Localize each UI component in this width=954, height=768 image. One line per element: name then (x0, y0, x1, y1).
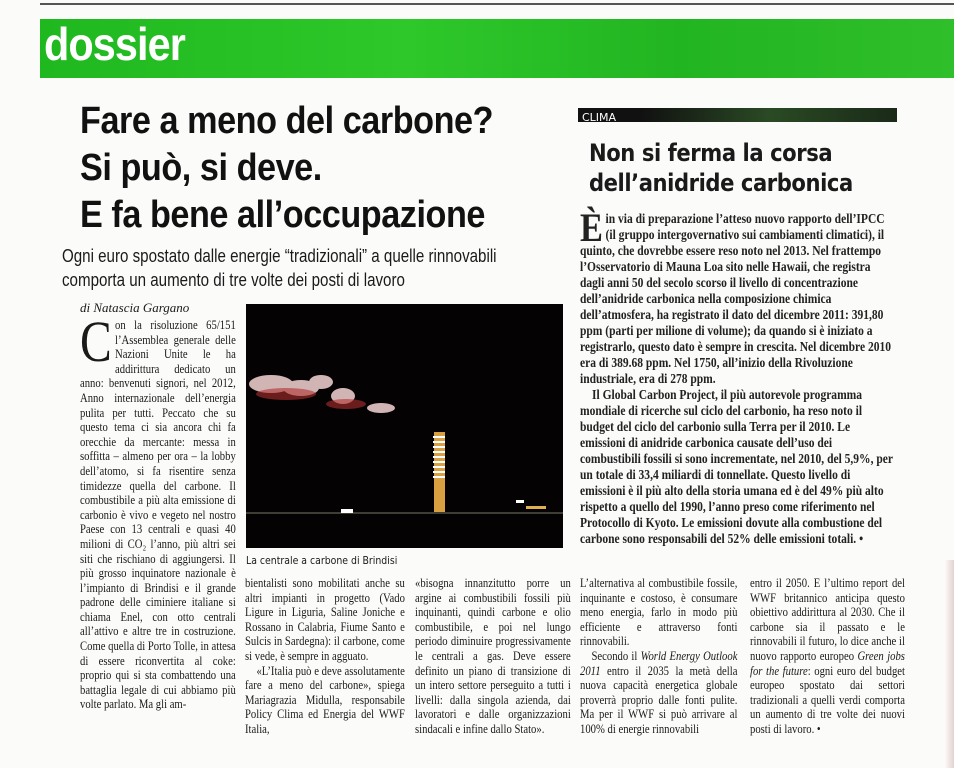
report-title: Green jobs for the future (750, 647, 905, 678)
headline-line: Fare a meno del carbone? (80, 100, 494, 142)
section-title: dossier (44, 18, 185, 70)
article-column-1 (80, 309, 236, 712)
headline-line: Si può, si deve. (80, 147, 322, 189)
sidebar-kicker (578, 108, 897, 122)
drop-cap: È (580, 205, 603, 250)
text: Secondo il (591, 647, 641, 663)
sidebar-title-line: Non si ferma la corsa (589, 139, 833, 167)
page-edge (944, 560, 954, 768)
byline: di Natascia Gargano (80, 300, 190, 315)
sidebar-title-line: dell’anidride carbonica (589, 169, 853, 197)
article-paragraph: bientalisti sono mobilitati anche su altri impianti in progetto (Vado Ligure in Liguria, Saline Joniche e Rossano in Calabria, Fiume Santo e Sulcis in Sardegna): il carbone, come si vede, è sempre in agguato. (245, 575, 405, 663)
text: : ogni euro del budget europeo spostato dai settori tradizionali a quelli verdi comporta un aumento di tre volte dei nuovi posti di lavoro. • (750, 662, 905, 736)
article-column-5 (750, 576, 905, 737)
headline (80, 98, 493, 239)
article-column-4 (580, 576, 737, 737)
drop-cap: C (80, 309, 112, 374)
article-paragraph: «L’Italia può e deve assolutamente fare a meno del carbone», spiega Mariagrazia Midulla, responsabile Policy Clima ed Energia del WWF Italia, (245, 662, 405, 736)
sidebar-paragraph: in via di preparazione l’atteso nuovo rapporto dell’IPCC (il gruppo intergovernativo sui cambiamenti climatici), il quinto, che dovrebbe essere reso noto nel 2013. Nel frattempo l’Osservatorio di Mauna Loa sito nelle Hawaii, che registra dagli anni 50 del secolo scorso il livello di concentrazione dell’anidride carbonica nella composizione chimica dell’atmosfera, ha registrato il dato del dicembre 2011: 391,80 ppm (parti per milione di volume); da quando si è iniziato a registrarlo, questo dato è sempre in crescita. Nel dicembre 2010 era di 389.68 ppm. Nel 1750, all’inizio della Rivoluzione industriale, era di 278 ppm. (580, 211, 891, 386)
sidebar-paragraph: Il Global Carbon Project, il più autorevole programma mondiale di ricerche sul ciclo del carbonio, ha reso noto il budget del ciclo del carbonio sulla Terra per il 2010. Le emissioni di anidride carbonica causate dell’uso dei combustibili fossili si sono incrementate, nel 2010, del 5,9%, per un totale di 33,4 miliardi di tonnellate. Questo livello di emissioni è il più alto della storia umana ed è del 49% più alto rispetto a quello del 1990, l’anno preso come riferimento nel Protocollo di Kyoto. Le emissioni dovute alla combustione del carbone sono responsabili del 52% delle emissioni totali. • (580, 387, 893, 546)
article-paragraph (580, 649, 737, 737)
top-rule (40, 3, 954, 5)
sidebar-title (589, 138, 853, 198)
article-paragraph: L’alternativa al combustibile fossile, inquinante e costoso, è consumare meno energia, farlo in modo più efficiente e attraverso fonti rinnovabili. (580, 575, 738, 649)
standfirst: Ogni euro spostato dalle energie “tradizionali” a quelle rinnovabili comporta un aumento di tre volte dei posti di lavoro (62, 246, 497, 290)
power-plant-image (246, 304, 563, 548)
article-paragraph: «bisogna innanzitutto porre un argine ai combustibili fossili più inquinanti, quindi carbone e olio combustibile, e poi nel lungo periodo diminuire progressivamente le centrali a gas. Deve essere definito un piano di transizione di un intero settore perseguito a tutti i livelli: dalla singola azienda, dai lavoratori e dalle organizzazioni sindacali e infine dallo Stato». (415, 575, 571, 736)
text: entro il 2035 la metà della nuova capacità energetica globale proverrà proprio dalle fonti pulite. Ma per il WWF si può arrivare al 100% di energie rinnovabili (580, 662, 738, 736)
article-text: on la risoluzione 65/151 l’Assemblea generale delle Nazioni Unite le ha addirittura dedicato un anno: benvenuti signori, nel 2012, Anno internazionale dell’energia pulita per tutti. Peccato che su questo tema ci sia ancora chi fa orecchie da mercante: messa in soffitta – almeno per ora – la lobby dell’atomo, si fa risentire senza timidezze quella del carbone. Il combustibile a più alta emissione di carbonio è vivo e vegeto nel nostro Paese con 13 centrali e quasi 40 milioni di CO₂ l’anno, più altri sei siti che rischiano di aggiungersi. Il più grosso inquinatore nazionale è l’impianto di Brindisi e il grande padrone delle ciminiere italiane si chiama Enel, con otto centrali all’attivo e altre tre in costruzione. Come quella di Porto Tolle, in attesa di essere riconvertita al coke: proprio qui si sta combattendo una battaglia legale di cui abbiamo più volte parlato. Ma gli am- (80, 317, 236, 712)
report-title: World Energy Outlook 2011 (580, 647, 738, 678)
article-paragraph (750, 576, 905, 737)
headline-line: E fa bene all’occupazione (80, 194, 485, 236)
article-column-2 (245, 576, 405, 737)
photo-power-plant (246, 304, 563, 548)
text: entro il 2050. E l’ultimo report del WWF britannico anticipa questo obiettivo addirittura al 2030. Che il carbone sia il passato e le rinnovabili il futuro, lo dice anche il nuovo rapporto europeo (750, 575, 905, 663)
kicker-label: CLIMA (582, 111, 617, 124)
article-column-3 (415, 576, 571, 737)
sidebar-body (580, 205, 895, 547)
section-banner (40, 19, 954, 78)
photo-caption: La centrale a carbone di Brindisi (246, 554, 398, 567)
